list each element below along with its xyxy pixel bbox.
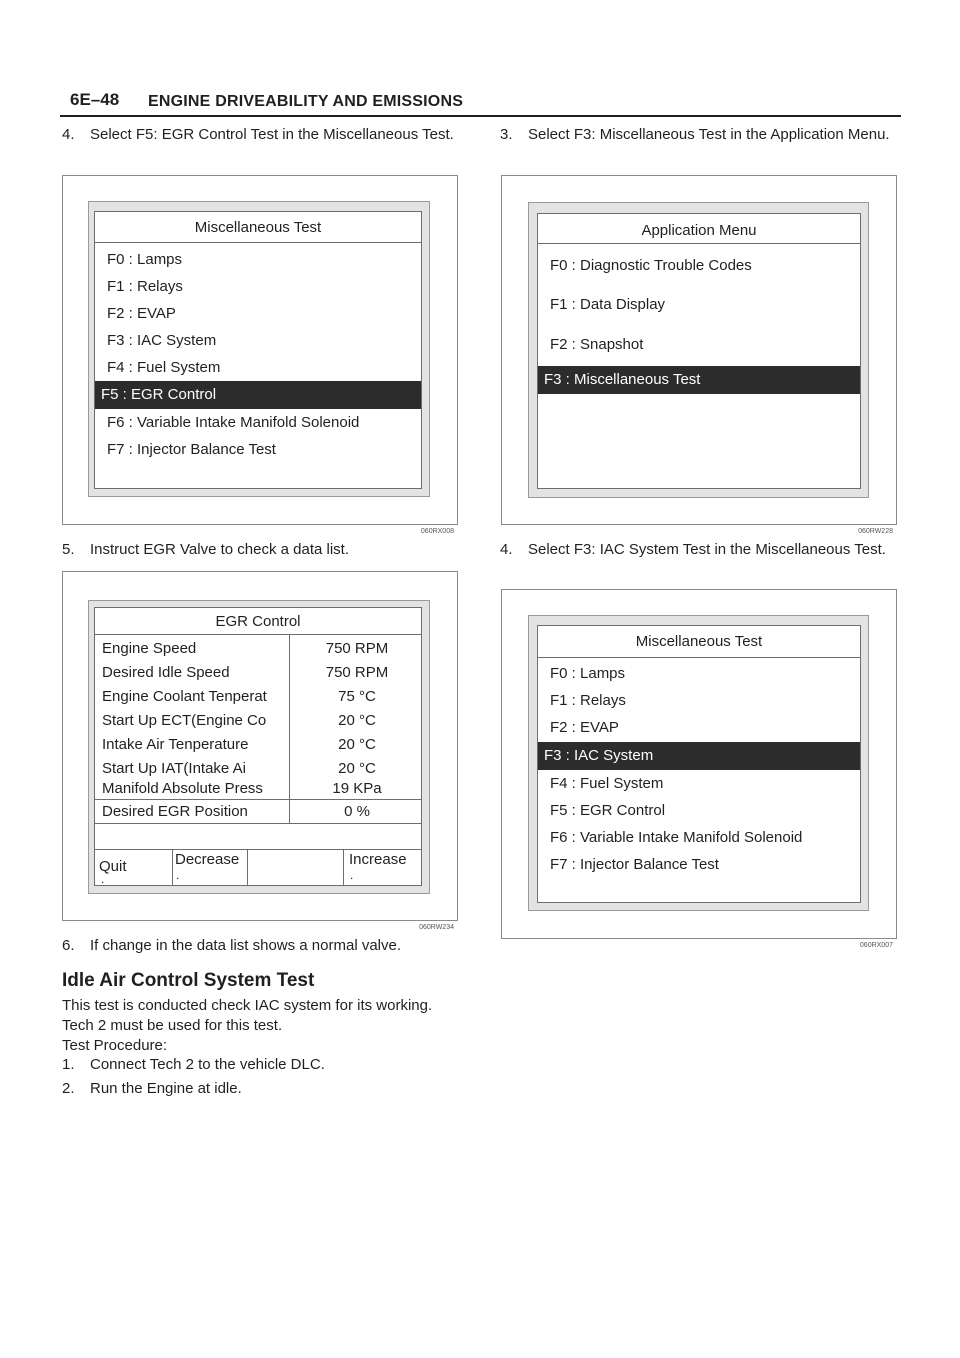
- page-number: 6E–48: [70, 90, 120, 109]
- step-text: Run the Engine at idle.: [90, 1080, 242, 1097]
- parameter-value: 19 KPa: [332, 780, 382, 797]
- tech2-screen-frame: [88, 600, 430, 894]
- parameter-name: Manifold Absolute Press: [102, 780, 263, 797]
- step-number: 4.: [500, 541, 513, 558]
- parameter-name: Desired Idle Speed: [102, 664, 230, 681]
- menu-item[interactable]: F3 : IAC System: [107, 332, 217, 349]
- step-text: Select F5: EGR Control Test in the Miscellaneous Test.: [90, 126, 454, 143]
- parameter-value: 75 °C: [338, 688, 376, 705]
- menu-item[interactable]: F4 : Fuel System: [550, 775, 664, 792]
- menu-item[interactable]: F0 : Lamps: [550, 665, 626, 682]
- step-5-left: [62, 541, 462, 559]
- tech2-screen: [537, 625, 861, 903]
- header-rule: [60, 115, 901, 117]
- step-number: 3.: [500, 126, 513, 143]
- menu-item[interactable]: F0 : Diagnostic Trouble Codes: [550, 257, 752, 274]
- menu-item[interactable]: F2 : EVAP: [550, 719, 619, 736]
- menu-item[interactable]: F1 : Relays: [107, 278, 183, 295]
- parameter-name: Start Up ECT(Engine Co: [102, 712, 267, 729]
- menu-item[interactable]: F2 : Snapshot: [550, 336, 644, 353]
- step-3-right: [500, 126, 899, 144]
- section-heading: Idle Air Control System Test: [62, 970, 315, 991]
- procedure-step-2: [62, 1080, 462, 1098]
- parameter-name: Engine Coolant Tenperat: [102, 688, 267, 705]
- menu-item-selected[interactable]: F3 : IAC System: [538, 742, 860, 770]
- figure-egr-control: [62, 571, 458, 931]
- menu-list: [95, 246, 421, 463]
- menu-list: [538, 660, 860, 878]
- menu-item[interactable]: F4 : Fuel System: [107, 359, 221, 376]
- figure-code: 060RX007: [859, 942, 893, 949]
- screen-title: Application Menu: [538, 214, 860, 244]
- decrease-softkey[interactable]: Decrease: [175, 851, 240, 868]
- menu-item-selected[interactable]: F3 : Miscellaneous Test: [538, 366, 860, 394]
- softkey-rule: [95, 849, 421, 850]
- menu-item[interactable]: F1 : Relays: [550, 692, 626, 709]
- parameter-name: Intake Air Tenperature: [102, 736, 249, 753]
- softkey-dot: .: [176, 868, 180, 882]
- data-row: [95, 661, 421, 685]
- parameter-value: 750 RPM: [325, 664, 389, 681]
- tech2-screen-frame: [528, 615, 869, 911]
- figure-application-menu: [501, 175, 897, 535]
- step-4-right: [500, 541, 899, 559]
- parameter-name: Start Up IAT(Intake Ai: [102, 760, 246, 777]
- figure-misc-test-f5: [62, 175, 458, 535]
- data-row: [95, 685, 421, 709]
- menu-item[interactable]: F1 : Data Display: [550, 296, 666, 313]
- parameter-value: 750 RPM: [325, 640, 389, 657]
- data-row: [95, 709, 421, 733]
- softkey-dot: .: [350, 868, 354, 882]
- menu-item[interactable]: F5 : EGR Control: [550, 802, 666, 819]
- increase-softkey[interactable]: Increase: [349, 851, 407, 868]
- menu-item[interactable]: F6 : Variable Intake Manifold Solenoid: [550, 829, 803, 846]
- step-number: 4.: [62, 126, 75, 143]
- step-number: 1.: [62, 1056, 75, 1073]
- parameter-value: 0 %: [344, 803, 370, 820]
- menu-item[interactable]: F0 : Lamps: [107, 251, 183, 268]
- parameter-value: 20 °C: [338, 760, 376, 777]
- step-number: 5.: [62, 541, 75, 558]
- paragraph: Test Procedure:: [62, 1037, 168, 1054]
- menu-item-selected[interactable]: F5 : EGR Control: [95, 381, 421, 409]
- softkey-divider: [247, 849, 248, 886]
- tech2-screen: [94, 211, 422, 489]
- parameter-name: Desired EGR Position: [102, 803, 248, 820]
- quit-softkey[interactable]: Quit: [99, 858, 127, 875]
- figure-code: 060RW228: [858, 528, 893, 535]
- figure-code: 060RW234: [419, 924, 454, 931]
- softkey-dot: .: [101, 872, 105, 886]
- parameter-value: 20 °C: [338, 736, 376, 753]
- step-6-left: [62, 937, 462, 955]
- step-text: Select F3: IAC System Test in the Miscellaneous Test.: [528, 541, 886, 558]
- data-row: [95, 801, 421, 823]
- step-text: Connect Tech 2 to the vehicle DLC.: [90, 1056, 325, 1073]
- step-text: Select F3: Miscellaneous Test in the Application Menu.: [528, 126, 890, 143]
- screen-title: EGR Control: [95, 608, 421, 635]
- paragraph: This test is conducted check IAC system for its working.: [62, 997, 433, 1014]
- softkey-divider: [172, 849, 173, 886]
- parameter-value: 20 °C: [338, 712, 376, 729]
- parameter-name: Engine Speed: [102, 640, 197, 657]
- tech2-screen: [94, 607, 422, 886]
- paragraph: Tech 2 must be used for this test.: [62, 1017, 283, 1034]
- step-number: 6.: [62, 937, 75, 954]
- data-row: [95, 637, 421, 661]
- tech2-screen-frame: [88, 201, 430, 497]
- screen-title: Miscellaneous Test: [538, 626, 860, 658]
- figure-misc-test-f3: [501, 589, 897, 949]
- menu-item[interactable]: F7 : Injector Balance Test: [107, 441, 276, 458]
- softkey-divider: [343, 849, 344, 886]
- procedure-step-1: [62, 1056, 462, 1074]
- tech2-screen: [537, 213, 861, 489]
- step-number: 2.: [62, 1080, 75, 1097]
- section-title: ENGINE DRIVEABILITY AND EMISSIONS: [148, 93, 464, 110]
- tech2-screen-frame: [528, 202, 869, 498]
- screen-title: Miscellaneous Test: [95, 212, 421, 243]
- data-row: [95, 733, 421, 757]
- figure-code: 060RX008: [420, 528, 454, 535]
- menu-list: [538, 244, 860, 394]
- data-row: [95, 777, 421, 801]
- menu-item[interactable]: F7 : Injector Balance Test: [550, 856, 719, 873]
- step-text: Instruct EGR Valve to check a data list.: [90, 541, 349, 558]
- table-rule: [95, 823, 421, 824]
- menu-item[interactable]: F6 : Variable Intake Manifold Solenoid: [107, 414, 360, 431]
- menu-item[interactable]: F2 : EVAP: [107, 305, 176, 322]
- step-text: If change in the data list shows a normal valve.: [90, 937, 402, 954]
- step-4-left: [62, 126, 462, 144]
